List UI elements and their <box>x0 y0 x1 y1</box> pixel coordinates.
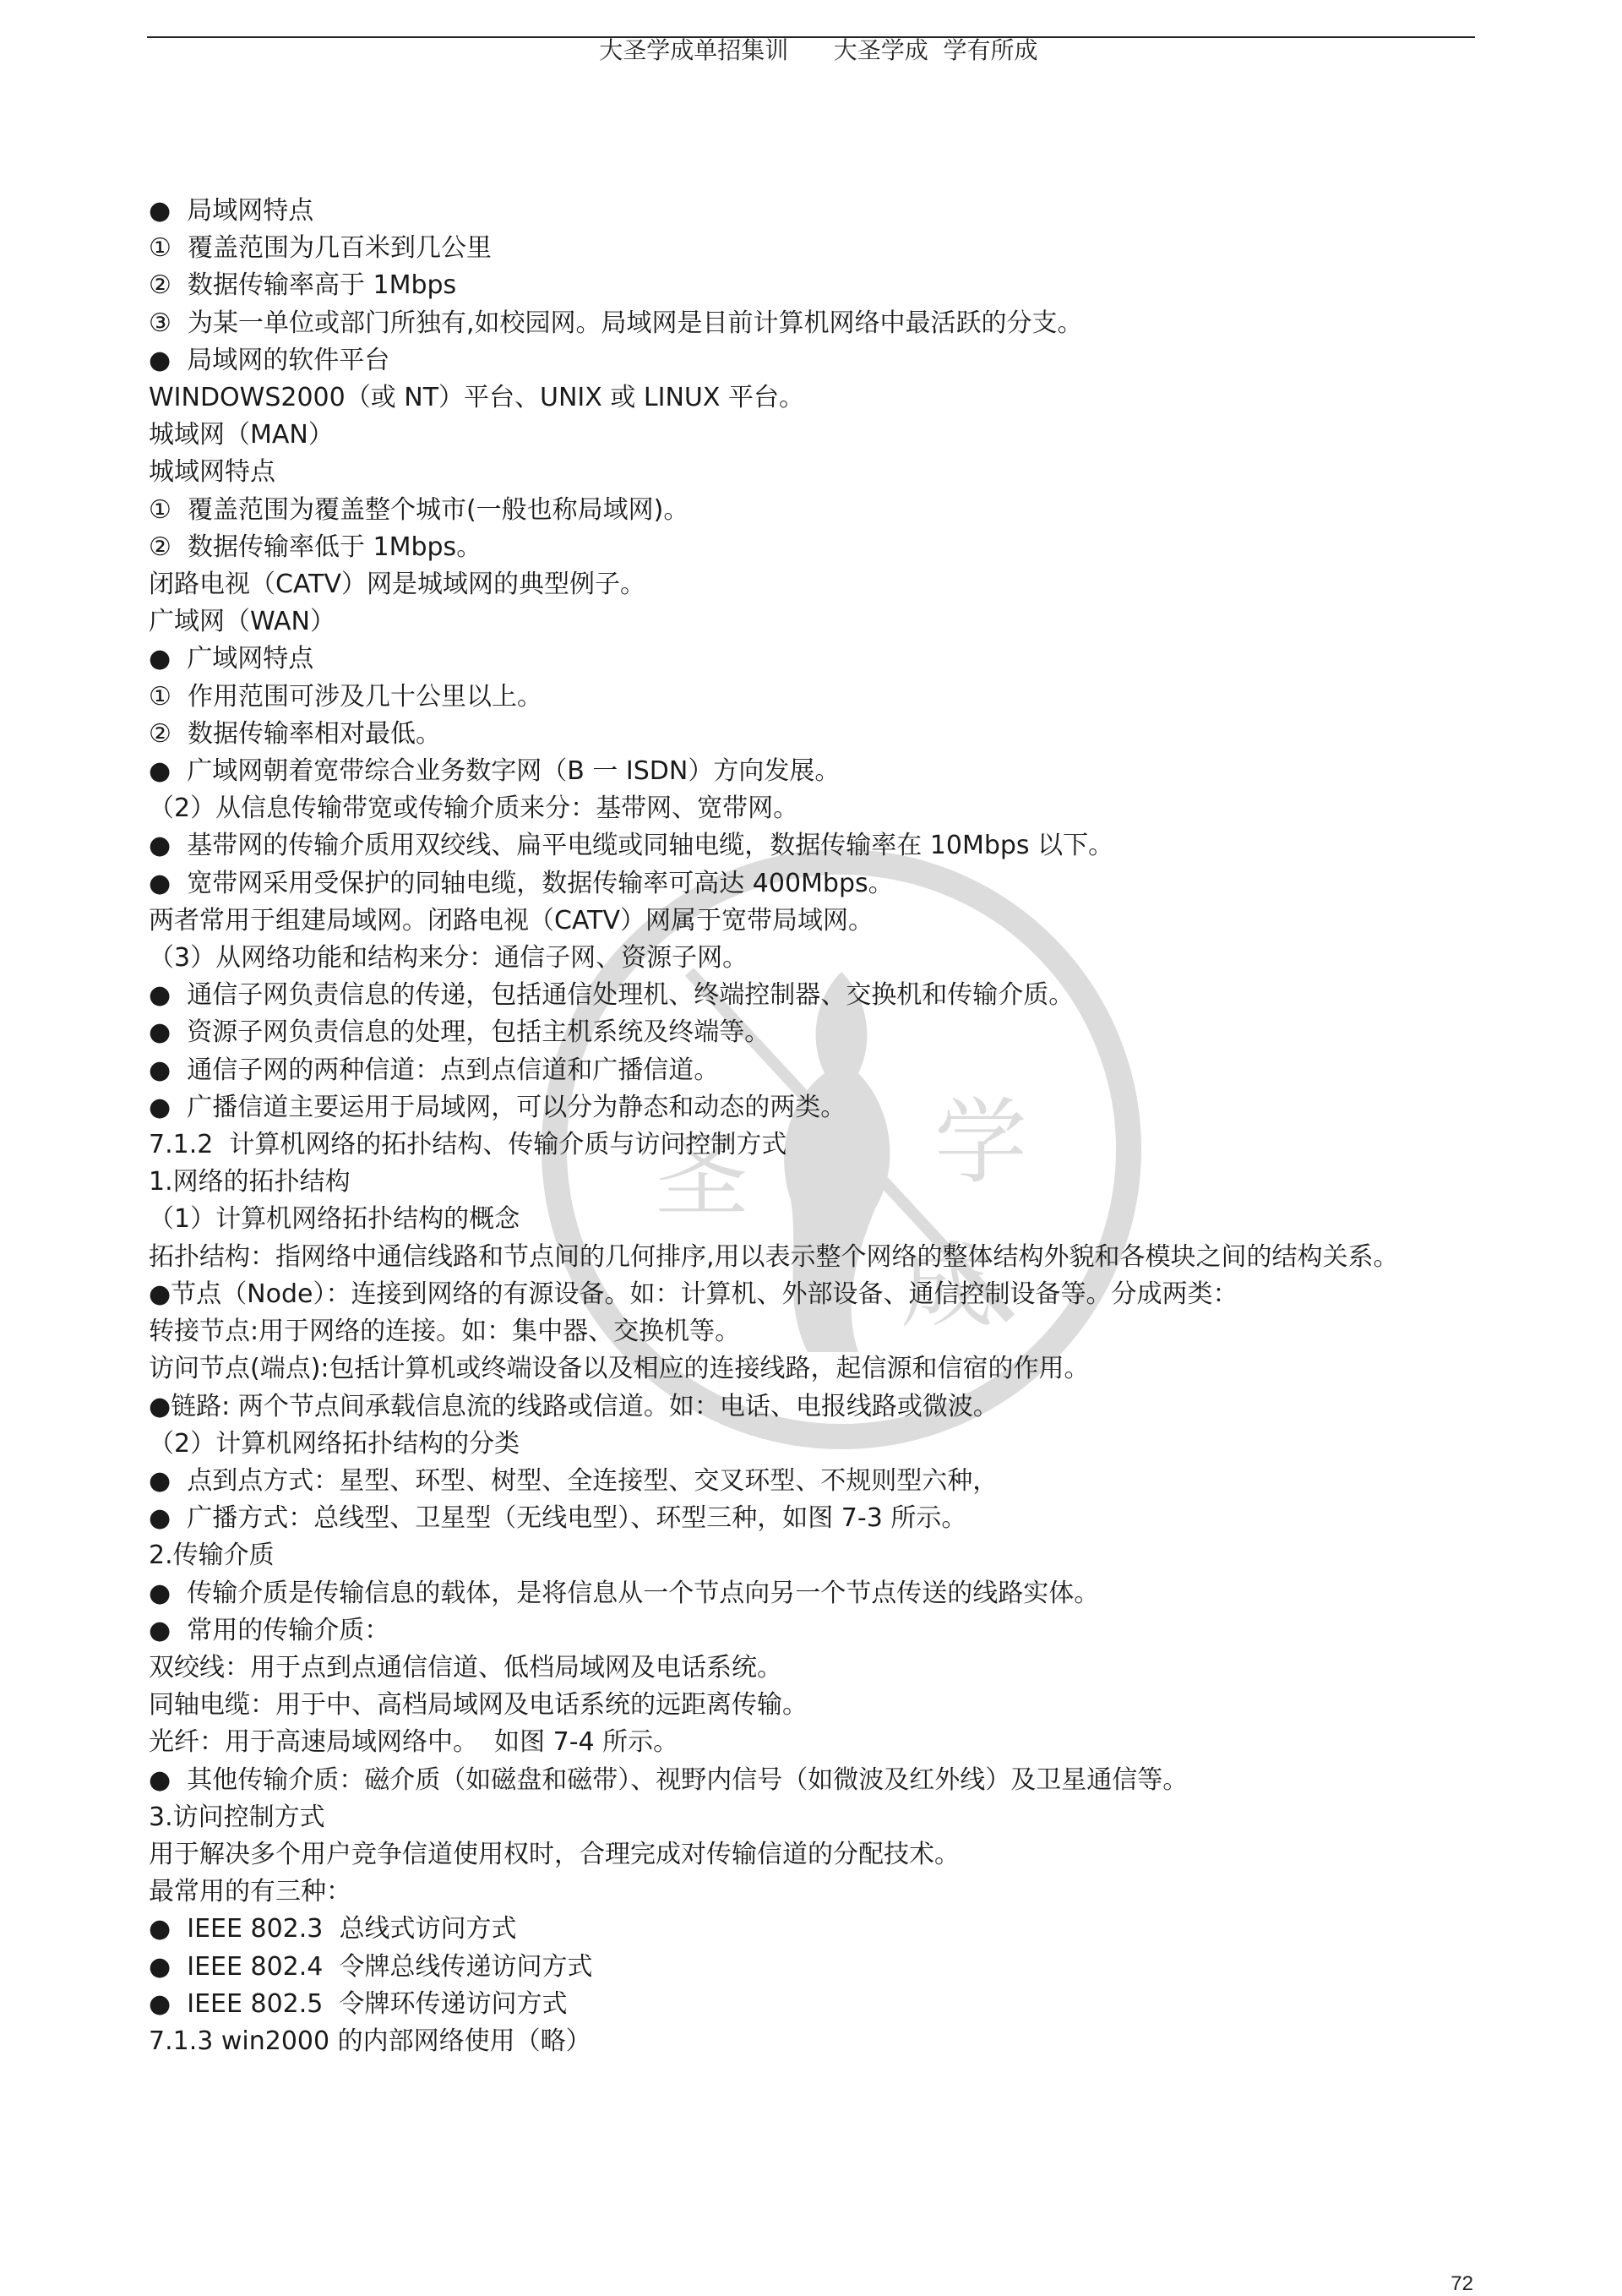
text-line: WINDOWS2000（或 NT）平台、UNIX 或 LINUX 平台。 <box>149 383 804 413</box>
text-line: 2.传输介质 <box>149 1541 275 1571</box>
watermark-char-2: 学 <box>934 1088 1027 1197</box>
text-line: ● 通信子网负责信息的传递，包括通信处理机、终端控制器、交换机和传输介质。 <box>149 980 1075 1011</box>
document-body <box>149 193 1475 2060</box>
text-line: ● IEEE 802.5 令牌环传递访问方式 <box>149 1988 568 2019</box>
text-line: ● 局域网特点 <box>149 196 314 226</box>
text-line: ● 资源子网负责信息的处理，包括主机系统及终端等。 <box>149 1017 770 1048</box>
text-line: ● 点到点方式：星型、环型、树型、全连接型、交叉环型、不规则型六种， <box>149 1465 999 1496</box>
text-line: ① 覆盖范围为几百米到几公里 <box>149 233 492 264</box>
page-number: 72 <box>1451 2272 1473 2295</box>
text-line: （1）计算机网络拓扑结构的概念 <box>149 1204 520 1235</box>
text-line: ① 作用范围可涉及几十公里以上。 <box>149 681 542 712</box>
text-line: ● 广域网朝着宽带综合业务数字网（B 一 ISDN）方向发展。 <box>149 756 841 787</box>
text-line: ③ 为某一单位或部门所独有,如校园网。局域网是目前计算机网络中最活跃的分支。 <box>149 308 1083 338</box>
text-line: 同轴电缆：用于中、高档局域网及电话系统的远距离传输。 <box>149 1690 808 1721</box>
text-line: ● 常用的传输介质： <box>149 1615 390 1645</box>
text-line: 转接节点:用于网络的连接。如：集中器、交换机等。 <box>149 1317 741 1347</box>
text-line: ● 基带网的传输介质用双绞线、扁平电缆或同轴电缆，数据传输率在 10Mbps 以下。 <box>149 831 1114 861</box>
text-line: ② 数据传输率高于 1Mbps <box>149 270 457 301</box>
text-line: ● IEEE 802.3 总线式访问方式 <box>149 1914 517 1944</box>
text-line: 城域网（MAN） <box>149 420 334 450</box>
text-line: 拓扑结构：指网络中通信线路和节点间的几何排序,用以表示整个网络的整体结构外貌和各模块之间的结构关系。 <box>149 1241 1399 1272</box>
text-line: ② 数据传输率低于 1Mbps。 <box>149 532 482 562</box>
text-line: 最常用的有三种： <box>149 1877 351 1907</box>
text-line: 1.网络的拓扑结构 <box>149 1167 351 1197</box>
text-line: 光纤：用于高速局域网络中。 如图 7-4 所示。 <box>149 1727 679 1758</box>
text-line: 7.1.3 win2000 的内部网络使用（略） <box>149 2026 591 2056</box>
text-line: 访问节点(端点):包括计算机或终端设备以及相应的连接线路，起信源和信宿的作用。 <box>149 1354 1090 1384</box>
header-title: 大圣学成单招集训 大圣学成 学有所成 <box>599 36 1038 64</box>
text-line: 城域网特点 <box>149 457 275 488</box>
text-line: ●节点（Node）：连接到网络的有源设备。如：计算机、外部设备、通信控制设备等。分成两类： <box>149 1279 1238 1309</box>
text-line: ● 局域网的软件平台 <box>149 345 390 375</box>
text-line: （2）从信息传输带宽或传输介质来分：基带网、宽带网。 <box>149 794 799 824</box>
text-line: ● 广域网特点 <box>149 644 314 674</box>
text-line: ① 覆盖范围为覆盖整个城市(一般也称局域网)。 <box>149 494 689 525</box>
watermark-char-3: 成 <box>901 1232 993 1340</box>
watermark-char-1: 圣 <box>656 1122 748 1230</box>
text-line: 两者常用于组建局域网。闭路电视（CATV）网属于宽带局域网。 <box>149 905 874 935</box>
text-line: ● 通信子网的两种信道：点到点信道和广播信道。 <box>149 1055 720 1085</box>
page-header <box>147 0 1475 64</box>
text-line: 广域网（WAN） <box>149 607 335 637</box>
text-line: ● 宽带网采用受保护的同轴电缆，数据传输率可高达 400Mbps。 <box>149 868 894 898</box>
text-line: ● 广播信道主要运用于局域网，可以分为静态和动态的两类。 <box>149 1092 846 1122</box>
text-line: ● 其他传输介质：磁介质（如磁盘和磁带）、视野内信号（如微波及红外线）及卫星通信等。 <box>149 1764 1189 1795</box>
text-line: ● IEEE 802.4 令牌总线传递访问方式 <box>149 1951 593 1982</box>
text-line: ● 广播方式：总线型、卫星型（无线电型）、环型三种，如图 7-3 所示。 <box>149 1503 967 1534</box>
text-line: ② 数据传输率相对最低。 <box>149 718 441 749</box>
text-line: ● 传输介质是传输信息的载体，是将信息从一个节点向另一个节点传送的线路实体。 <box>149 1578 1100 1608</box>
text-line: 用于解决多个用户竞争信道使用权时，合理完成对传输信道的分配技术。 <box>149 1839 960 1869</box>
text-line: （2）计算机网络拓扑结构的分类 <box>149 1428 520 1459</box>
text-line: 双绞线：用于点到点通信信道、低档局域网及电话系统。 <box>149 1652 782 1682</box>
text-line: ●链路: 两个节点间承载信息流的线路或信道。如：电话、电报线路或微波。 <box>149 1391 999 1421</box>
text-line: 3.访问控制方式 <box>149 1802 325 1832</box>
text-line: （3）从网络功能和结构来分：通信子网、资源子网。 <box>149 943 748 973</box>
text-line: 7.1.2 计算机网络的拓扑结构、传输介质与访问控制方式 <box>149 1130 787 1160</box>
text-line: 闭路电视（CATV）网是城域网的典型例子。 <box>149 570 645 600</box>
